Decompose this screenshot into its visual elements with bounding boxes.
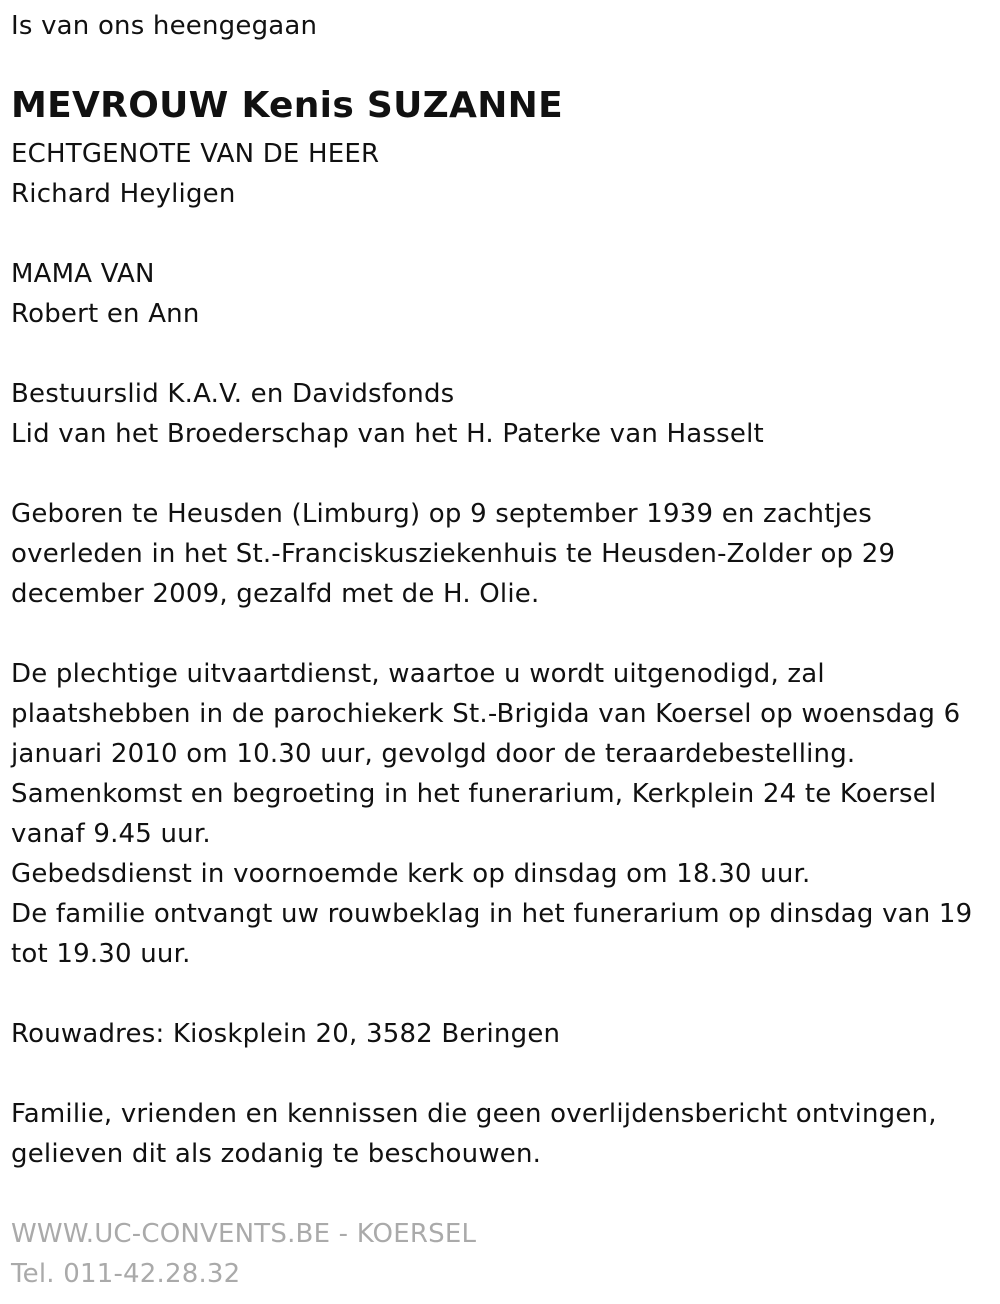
children-names: Robert en Ann <box>11 299 200 329</box>
service-line: plaatshebben in de parochiekerk St.-Brigida van Koersel op woensdag 6 <box>11 699 961 729</box>
service-block <box>11 654 972 974</box>
roles-block <box>11 374 764 454</box>
spouse-label: ECHTGENOTE VAN DE HEER <box>11 139 380 169</box>
family-note-line: gelieven dit als zodanig te beschouwen. <box>11 1139 542 1169</box>
birth-death-line: overleden in het St.-Franciskusziekenhuis te Heusden-Zolder op 29 <box>11 539 896 569</box>
footer-website: WWW.UC-CONVENTS.BE - KOERSEL <box>11 1219 477 1249</box>
family-note-line: Familie, vrienden en kennissen die geen overlijdensbericht ontvingen, <box>11 1099 937 1129</box>
spouse-name: Richard Heyligen <box>11 179 236 209</box>
footer <box>11 1214 476 1294</box>
service-line: Gebedsdienst in voornoemde kerk op dinsdag om 18.30 uur. <box>11 859 811 889</box>
birth-death-line: Geboren te Heusden (Limburg) op 9 september 1939 en zachtjes <box>11 499 872 529</box>
role-line: Lid van het Broederschap van het H. Paterke van Hasselt <box>11 419 764 449</box>
family-note-block <box>11 1094 937 1174</box>
footer-phone: Tel. 011-42.28.32 <box>11 1259 241 1289</box>
mother-block <box>11 254 200 334</box>
birth-death-block <box>11 494 895 614</box>
service-line: De plechtige uitvaartdienst, waartoe u wordt uitgenodigd, zal <box>11 659 825 689</box>
role-line: Bestuurslid K.A.V. en Davidsfonds <box>11 379 455 409</box>
spouse-block <box>11 134 379 214</box>
intro-text: Is van ons heengegaan <box>11 11 318 41</box>
mother-label: MAMA VAN <box>11 259 155 289</box>
service-line: vanaf 9.45 uur. <box>11 819 211 849</box>
service-line: tot 19.30 uur. <box>11 939 191 969</box>
mourning-address <box>11 1014 560 1054</box>
service-line: januari 2010 om 10.30 uur, gevolgd door de teraardebestelling. <box>11 739 856 769</box>
deceased-name: MEVROUW Kenis SUZANNE <box>11 85 563 126</box>
address-line: Rouwadres: Kioskplein 20, 3582 Beringen <box>11 1019 561 1049</box>
service-line: Samenkomst en begroeting in het funerarium, Kerkplein 24 te Koersel <box>11 779 937 809</box>
service-line: De familie ontvangt uw rouwbeklag in het funerarium op dinsdag van 19 <box>11 899 973 929</box>
birth-death-line: december 2009, gezalfd met de H. Olie. <box>11 579 540 609</box>
